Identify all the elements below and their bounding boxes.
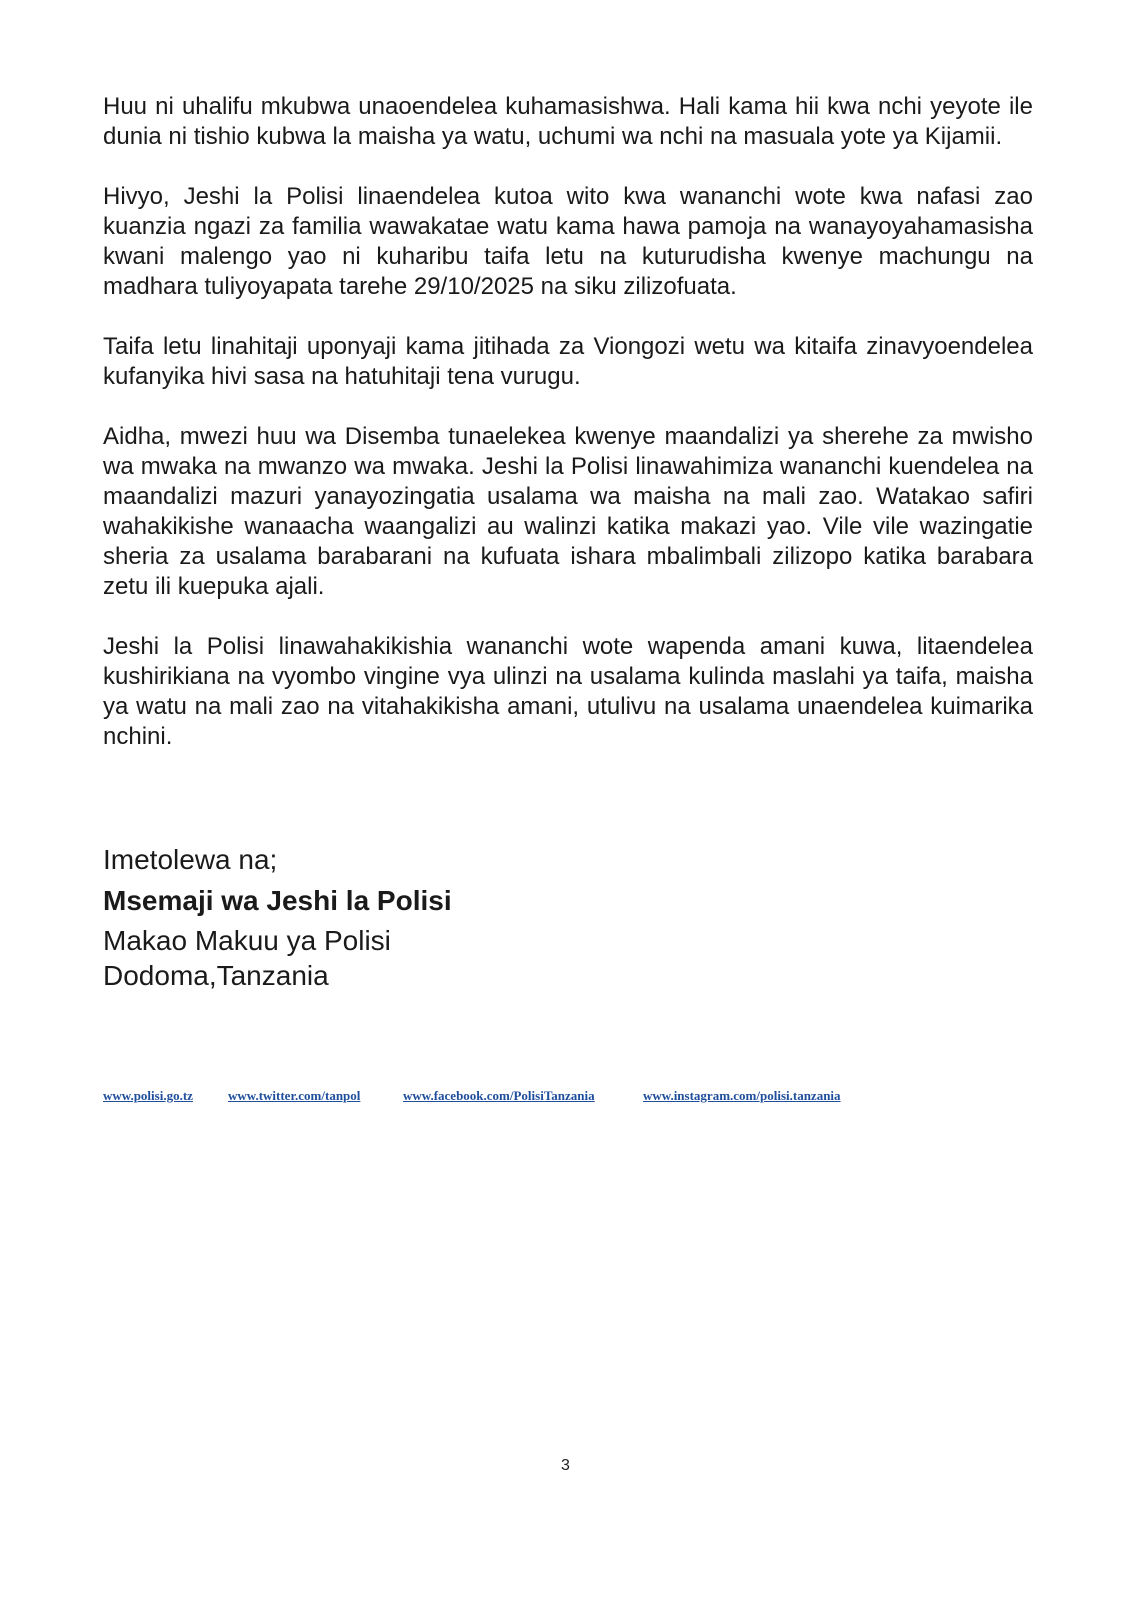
paragraph-police-assurance: Jeshi la Polisi linawahakikishia wananchi wote wapenda amani kuwa, litaendelea kushirikiana na vyombo vingine vya ulinzi na usalama kulinda maslahi ya taifa, maisha ya watu na mali zao na vitahakikisha amani, utulivu na usalama unaendelea kuimarika nchini. xyxy=(103,633,1033,750)
spokesperson-title: Msemaji wa Jeshi la Polisi xyxy=(103,885,452,916)
paragraph-national-healing: Taifa letu linahitaji uponyaji kama jitihada za Viongozi wetu wa kitaifa zinavyoendelea kufanyika hivi sasa na hatuhitaji tena vurugu. xyxy=(103,333,1033,390)
instagram-link[interactable]: www.instagram.com/polisi.tanzania xyxy=(643,1088,841,1103)
office-location: Dodoma,Tanzania xyxy=(103,960,329,991)
issued-by-label: Imetolewa na; xyxy=(103,844,278,875)
paragraph-holiday-safety: Aidha, mwezi huu wa Disemba tunaelekea kwenye maandalizi ya sherehe za mwisho wa mwaka na mwanzo wa mwaka. Jeshi la Polisi linawahimiza wananchi kuendelea na maandalizi mazuri yanayozingatia usalama wa maisha na mali zao. Watakao safiri wahakikishe wanaacha waangalizi au walinzi katika makazi yao. Vile vile wazingatie sheria za usalama barabarani na kufuata ishara mbalimbali zilizopo katika barabara zetu ili kuepuka ajali. xyxy=(103,423,1033,600)
facebook-link[interactable]: www.facebook.com/PolisiTanzania xyxy=(403,1088,595,1103)
website-link[interactable]: www.polisi.go.tz xyxy=(103,1088,193,1103)
paragraph-call-to-citizens: Hivyo, Jeshi la Polisi linaendelea kutoa wito kwa wananchi wote kwa nafasi zao kuanzia ngazi za familia wawakatae watu kama hawa pamoja na wanayoyahamasisha kwani malengo yao ni kuharibu taifa letu na kuturudisha kwenye machungu na madhara tuliyoyapata tarehe 29/10/2025 na siku zilizofuata. xyxy=(103,183,1033,300)
twitter-link[interactable]: www.twitter.com/tanpol xyxy=(228,1088,361,1103)
press-release-body xyxy=(103,92,1033,782)
page-number: 3 xyxy=(561,1457,570,1474)
office-name: Makao Makuu ya Polisi xyxy=(103,925,391,956)
signature-block xyxy=(103,842,803,993)
paragraph-crime-warning: Huu ni uhalifu mkubwa unaoendelea kuhamasishwa. Hali kama hii kwa nchi yeyote ile dunia ni tishio kubwa la maisha ya watu, uchumi wa nchi na masuala yote ya Kijamii. xyxy=(103,93,1033,150)
